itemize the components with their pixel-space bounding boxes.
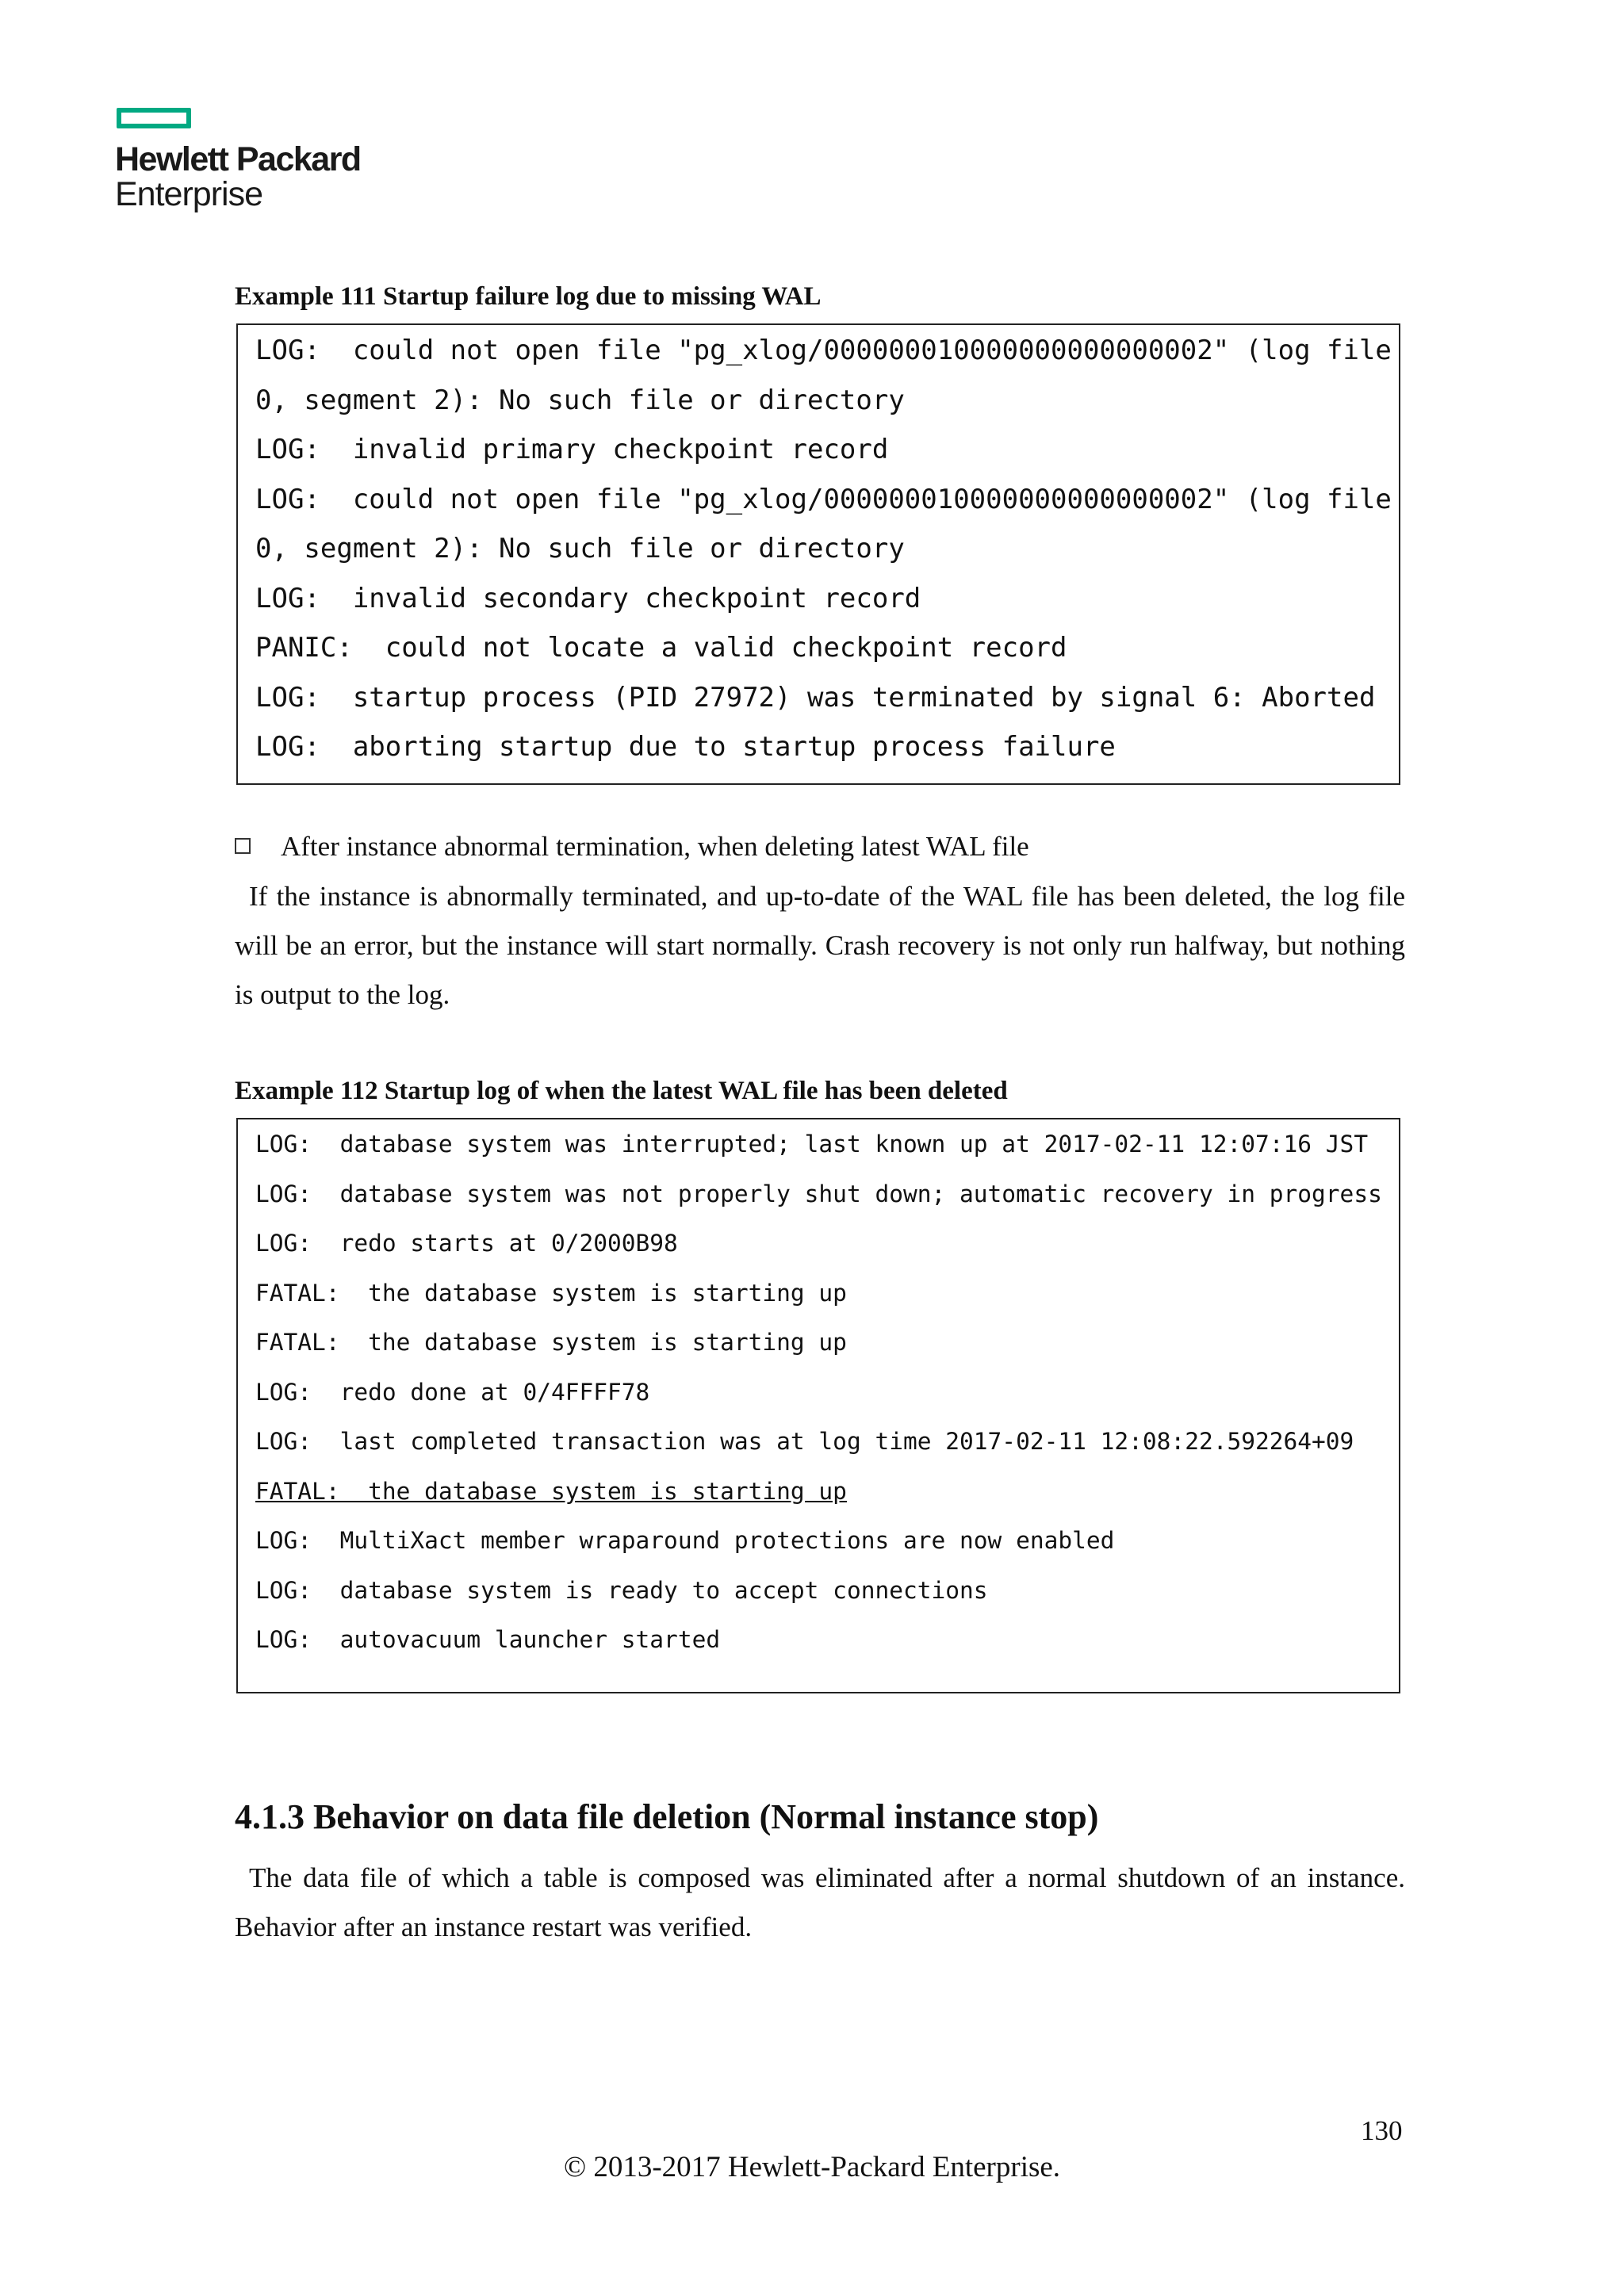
code-line: PANIC: could not locate a valid checkpoint record [255,632,1067,664]
section-heading: 4.1.3 Behavior on data file deletion (Normal instance stop) [235,1797,1099,1836]
section-paragraph: The data file of which a table is composed was eliminated after a normal shutdown of an instance. Behavior after an instance restart was verified. [235,1862,1405,1942]
code-line: LOG: database system is ready to accept connections [255,1577,988,1604]
code-line: LOG: could not open file "pg_xlog/000000010000000000000002" (log file [255,335,1392,366]
example-112-code-block [236,1118,1400,1693]
code-line: LOG: database system was not properly shut down; automatic recovery in progress [255,1181,1382,1207]
example-112-caption: Example 112 Startup log of when the latest WAL file has been deleted [235,1077,1008,1105]
code-line: LOG: redo starts at 0/2000B98 [255,1230,678,1257]
code-line: LOG: redo done at 0/4FFFF78 [255,1379,650,1406]
code-line-underlined: FATAL: the database system is starting up [255,1478,847,1505]
code-line: FATAL: the database system is starting up [255,1329,847,1356]
logo-text-line1: Hewlett Packard [115,140,361,178]
code-line: LOG: database system was interrupted; last known up at 2017-02-11 12:07:16 JST [255,1131,1369,1158]
example-111-code-block [236,323,1400,785]
bullet-text: After instance abnormal termination, when deleting latest WAL file [281,831,1029,862]
code-line: LOG: could not open file "pg_xlog/000000010000000000000002" (log file [255,484,1392,515]
code-line: LOG: startup process (PID 27972) was terminated by signal 6: Aborted [255,682,1376,714]
example-111-caption: Example 111 Startup failure log due to missing WAL [235,282,822,311]
logo-text-line2: Enterprise [115,175,262,213]
page-number: 130 [1361,2115,1403,2146]
code-line: LOG: aborting startup due to startup process failure [255,731,1116,763]
body-paragraph-1: If the instance is abnormally terminated, and up-to-date of the WAL file has been deleted, the log file will be an error, but the instance will start normally. Crash recovery is not only run halfway, but nothing is output to the log. [235,881,1405,1010]
code-line: LOG: MultiXact member wraparound protections are now enabled [255,1527,1115,1554]
code-line: LOG: last completed transaction was at log time 2017-02-11 12:08:22.592264+09 [255,1428,1354,1455]
code-line: 0, segment 2): No such file or directory [255,385,905,416]
code-line: LOG: invalid secondary checkpoint record [255,583,921,614]
bullet-item [235,831,1029,863]
code-line: FATAL: the database system is starting up [255,1280,847,1307]
square-bullet-icon [235,838,251,854]
code-line: LOG: autovacuum launcher started [255,1626,721,1653]
hpe-logo [115,105,369,216]
copyright-footer: © 2013-2017 Hewlett-Packard Enterprise. [563,2151,1061,2183]
hpe-logo-bar [117,108,191,128]
code-line: 0, segment 2): No such file or directory [255,533,905,564]
code-line: LOG: invalid primary checkpoint record [255,434,889,465]
